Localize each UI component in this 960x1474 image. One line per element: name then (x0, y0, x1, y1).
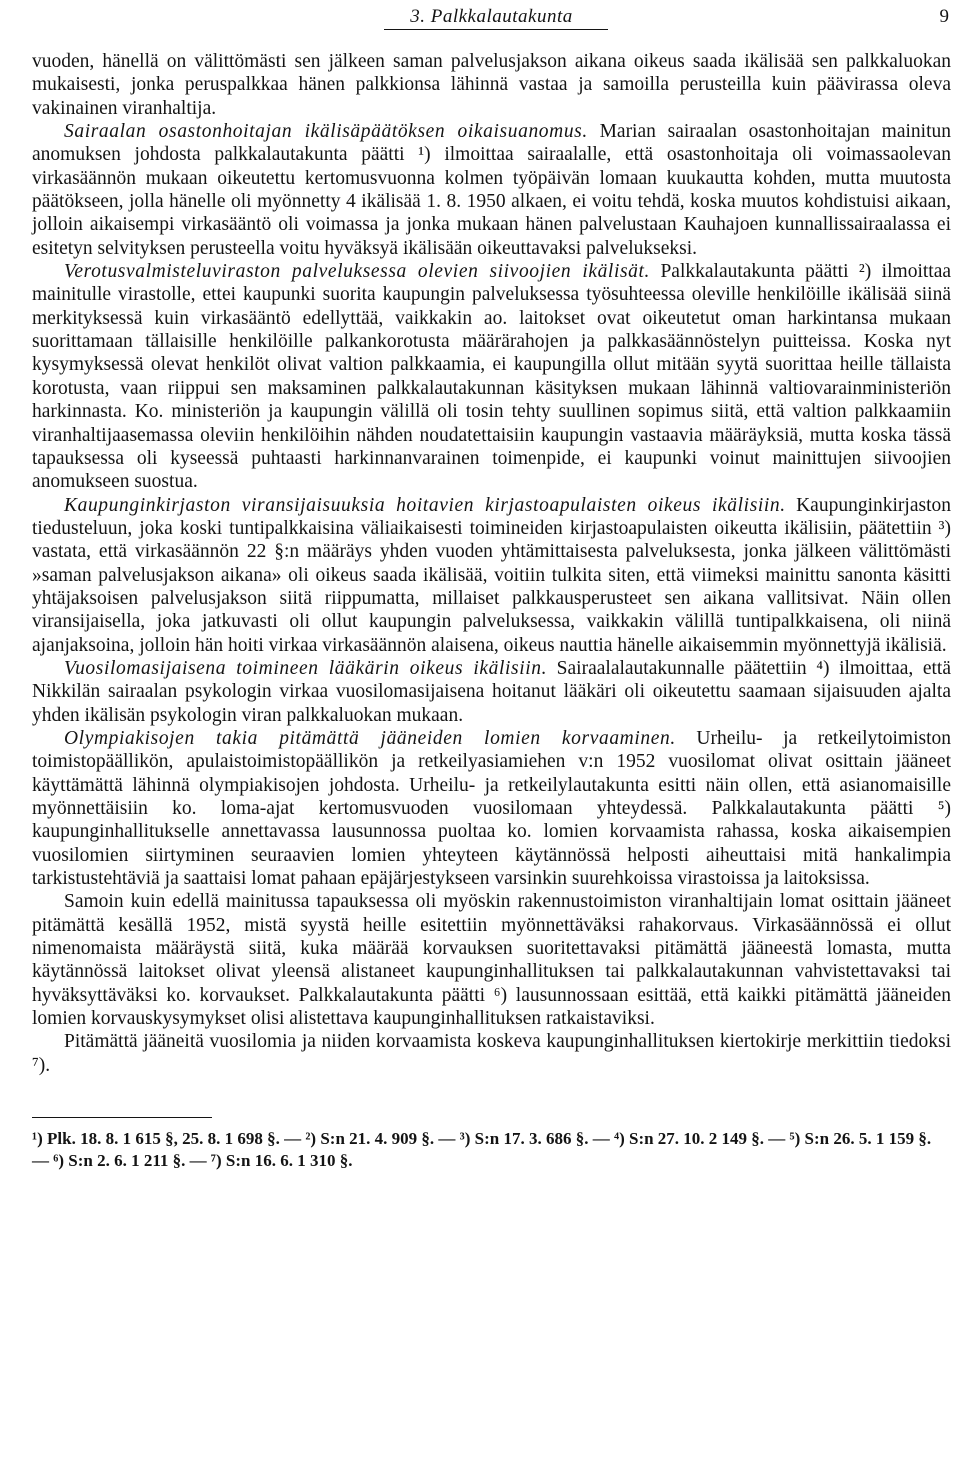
running-head (32, 6, 951, 36)
paragraph-heading: Verotusvalmisteluviraston palveluksessa olevien siivoojien ikälisät. (64, 261, 651, 283)
paragraph-text: Marian sairaalan osastonhoitajan mainitun anomuksen johdosta palkkalautakunta päätti ¹) ilmoittaa sairaalalle, että osastonhoitaja oli voimassaolevan virkasäännön mukaan oikeutettu kertomusvuonna kolmen työpäivän lomaan kuukautta kohden, mutta muutosta päätökseen, jolla hänelle oli myönnetty 4 ikälisää 1. 8. 1950 alkaen, ei voitu tehdä, koska muutos kohdistuisi aikaan, jolloin aikaisempi virkasääntö oli voimassa ja jonka mukaan hänen palvelustaan Kauhajoen kunnallissairaalassa ei esitetyn selvityksen perusteella voitu hyväksyä ikälisään oikeuttavaksi palvelukseksi. (32, 121, 951, 259)
paragraph-text: Samoin kuin edellä mainitussa tapauksessa oli myöskin rakennustoimiston viranhaltijain lomat osittain jääneet pitämättä kesällä 1952, mistä syystä heille esitettiin myönnettäväksi rahakorvaus. Virkasäännössä ei ollut nimenomaista määräystä siitä, kuka määrää korvauksen suoritettavaksi pitämättä jääneestä lomasta, mutta käytännössä laitokset olivat yleensä alistaneet kaupunginhallituksen tai palkkalautakunnan vahvistettavaksi tai hyväksyttäväksi ko. korvaukset. Palkkalautakunta päätti ⁶) lausunnossaan esittää, että kaikki pitämättä jääneiden lomien korvauskysymykset olisi alistettava kaupunginhallituksen ratkaistaviksi. (32, 891, 951, 1030)
paragraph-text: vuoden, hänellä on välittömästi sen jälkeen saman palvelusjakson aikana oikeus saada ikälisää sen palkkaluokan mukaisesti, jonka peruspalkkaa hänen palkkionsa lähinnä vastaa ja samoilla perusteilla kuin päävirassa oleva vakinainen viranhaltija. (32, 51, 951, 119)
paragraph-heading: Vuosilomasijaisena toimineen lääkärin oikeus ikälisiin. (64, 657, 548, 679)
paragraph-2 (32, 120, 951, 260)
footnote-divider (32, 1117, 212, 1118)
page-number: 9 (939, 6, 949, 27)
paragraph-text: Kaupunginkirjaston tiedusteluun, joka koski tuntipalkkaisina väliaikaisesti toimineiden kirjastoapulaisten oikeutta ikälisiin, päätettiin ³) vastata, että virkasäännön 22 §:n määräys yhden vuoden yhtämittaisesta palveluksesta, jonka jälkeen välittömästi »saman palvelusjakson aikana» oli oikeus saada ikälisää, voitiin tulkita siten, että viimeksi mainittu sanonta käsitti yhtäjaksoisen palvelusjakson siitä riippumatta, millaiset palkkausperusteet sen aikana vallitsivat. Näin ollen viransijaisella, joka jatkuvasti oli ollut kaupungin palveluksessa, vaikkakin välillä tuntipalkkaisena, oli niinä ajanjaksoina, jolloin hän hoiti virkaa virkasäännön alaisena, oikeus nauttia hänelle aikaisemmin myönnettyjä ikälisiä. (32, 494, 951, 656)
paragraph-text: Palkkalautakunta päätti ²) ilmoittaa mainitulle virastolle, ettei kaupunki suorita kaupungin palveluksessa työsuhteessa oleville henkilöille ikälisää siinä merkityksessä kuin virkasääntö edellyttää, vaikkakin ao. laitokset ovat oikeutetut oman harkintansa mukaan suorittamaan tällaisille henkilöille palkankorotusta määrärahojen ja palkkasäännöstelyn puitteissa. Koska nyt kysymyksessä olevat henkilöt olivat valtion palkkaamia, ei kaupungilla ollut mitään syytä suorittaa heille tällaista korotusta, vaan riippui sen maksaminen palkkalautakunnan käsityksen mukaan lähinnä valtiovarainministeriön harkinnasta. Ko. ministeriön ja kaupungin välillä oli tosin tehty suullinen sopimus siitä, että valtion palkkaamiin viranhaltijaasemassa oleviin henkilöihin nähden noudatettaisiin kaupungin vastaavia määräyksiä, mutta koska tässä tapauksessa oli kyseessä puhtaasti harkinnanvarainen toimenpide, ei kaupunki voinut mainittujen siivoojien anomukseen suostua. (32, 261, 952, 493)
paragraph-7 (32, 890, 951, 1030)
header-underline (384, 29, 608, 30)
paragraph-1 (32, 50, 951, 120)
paragraph-4 (32, 494, 951, 657)
paragraph-text: Urheilu- ja retkeilytoimiston toimistopäällikön, apulaistoimistopäällikön ja retkeilyasiamiehen v:n 1952 vuosilomat olivat osittain jääneet käyttämättä lähinnä olympiakisojen johdosta. Urheilu- ja retkeilylautakunta esitti näin ollen, että asianomaisille myönnettäisiin ko. loma-ajat kertomusvuoden vuosilomaan yhteydessä. Palkkalautakunta päätti ⁵) kaupunginhallitukselle annettavassa lausunnossa puoltaa ko. lomien korvaamista rahassa, koska aikaisempien vuosilomien siirtyminen seuraavien lomien yhteyteen käytännössä helposti aiheuttaisi mitä hankalimpia tarkistustehtäviä ja saattaisi lomat pahaan epäjärjestykseen varsinkin suurehkoissa virastoissa ja laitoksissa. (32, 727, 951, 890)
paragraph-text: Pitämättä jääneitä vuosilomia ja niiden korvaamista koskeva kaupunginhallituksen kiertokirje merkittiin tiedoksi ⁷). (32, 1031, 951, 1076)
paragraph-8 (32, 1030, 951, 1077)
paragraph-3 (32, 260, 951, 493)
paragraph-6 (32, 727, 951, 890)
paragraph-heading: Olympiakisojen takia pitämättä jääneiden lomien korvaaminen. (64, 727, 676, 749)
footnotes: ¹) Plk. 18. 8. 1 615 §, 25. 8. 1 698 §. — ²) S:n 21. 4. 909 §. — ³) S:n 17. 3. 686 §. — ⁴) S:n 27. 10. 2 149 §. — ⁵) S:n 26. 5. 1 159 §. — ⁶) S:n 2. 6. 1 211 §. — ⁷) S:n 16. 6. 1 310 §. (32, 1129, 932, 1171)
page (32, 0, 951, 1172)
body-text (32, 50, 951, 1077)
paragraph-heading: Kaupunginkirjaston viransijaisuuksia hoitavien kirjastoapulaisten oikeus ikälisiin. (64, 494, 786, 516)
paragraph-heading: Sairaalan osastonhoitajan ikälisäpäätöksen oikaisuanomus. (64, 121, 588, 143)
section-title: 3. Palkkalautakunta (410, 6, 573, 27)
paragraph-5 (32, 657, 951, 727)
paragraph-text: Sairaalalautakunnalle päätettiin ⁴) ilmoittaa, että Nikkilän sairaalan psykologin virkaa vuosilomasijaisena hoitanut lääkäri oli oikeutettu saamaan sijaisuuden ajalta yhden ikälisän psykologin viran palkkaluokan mukaan. (32, 657, 951, 726)
